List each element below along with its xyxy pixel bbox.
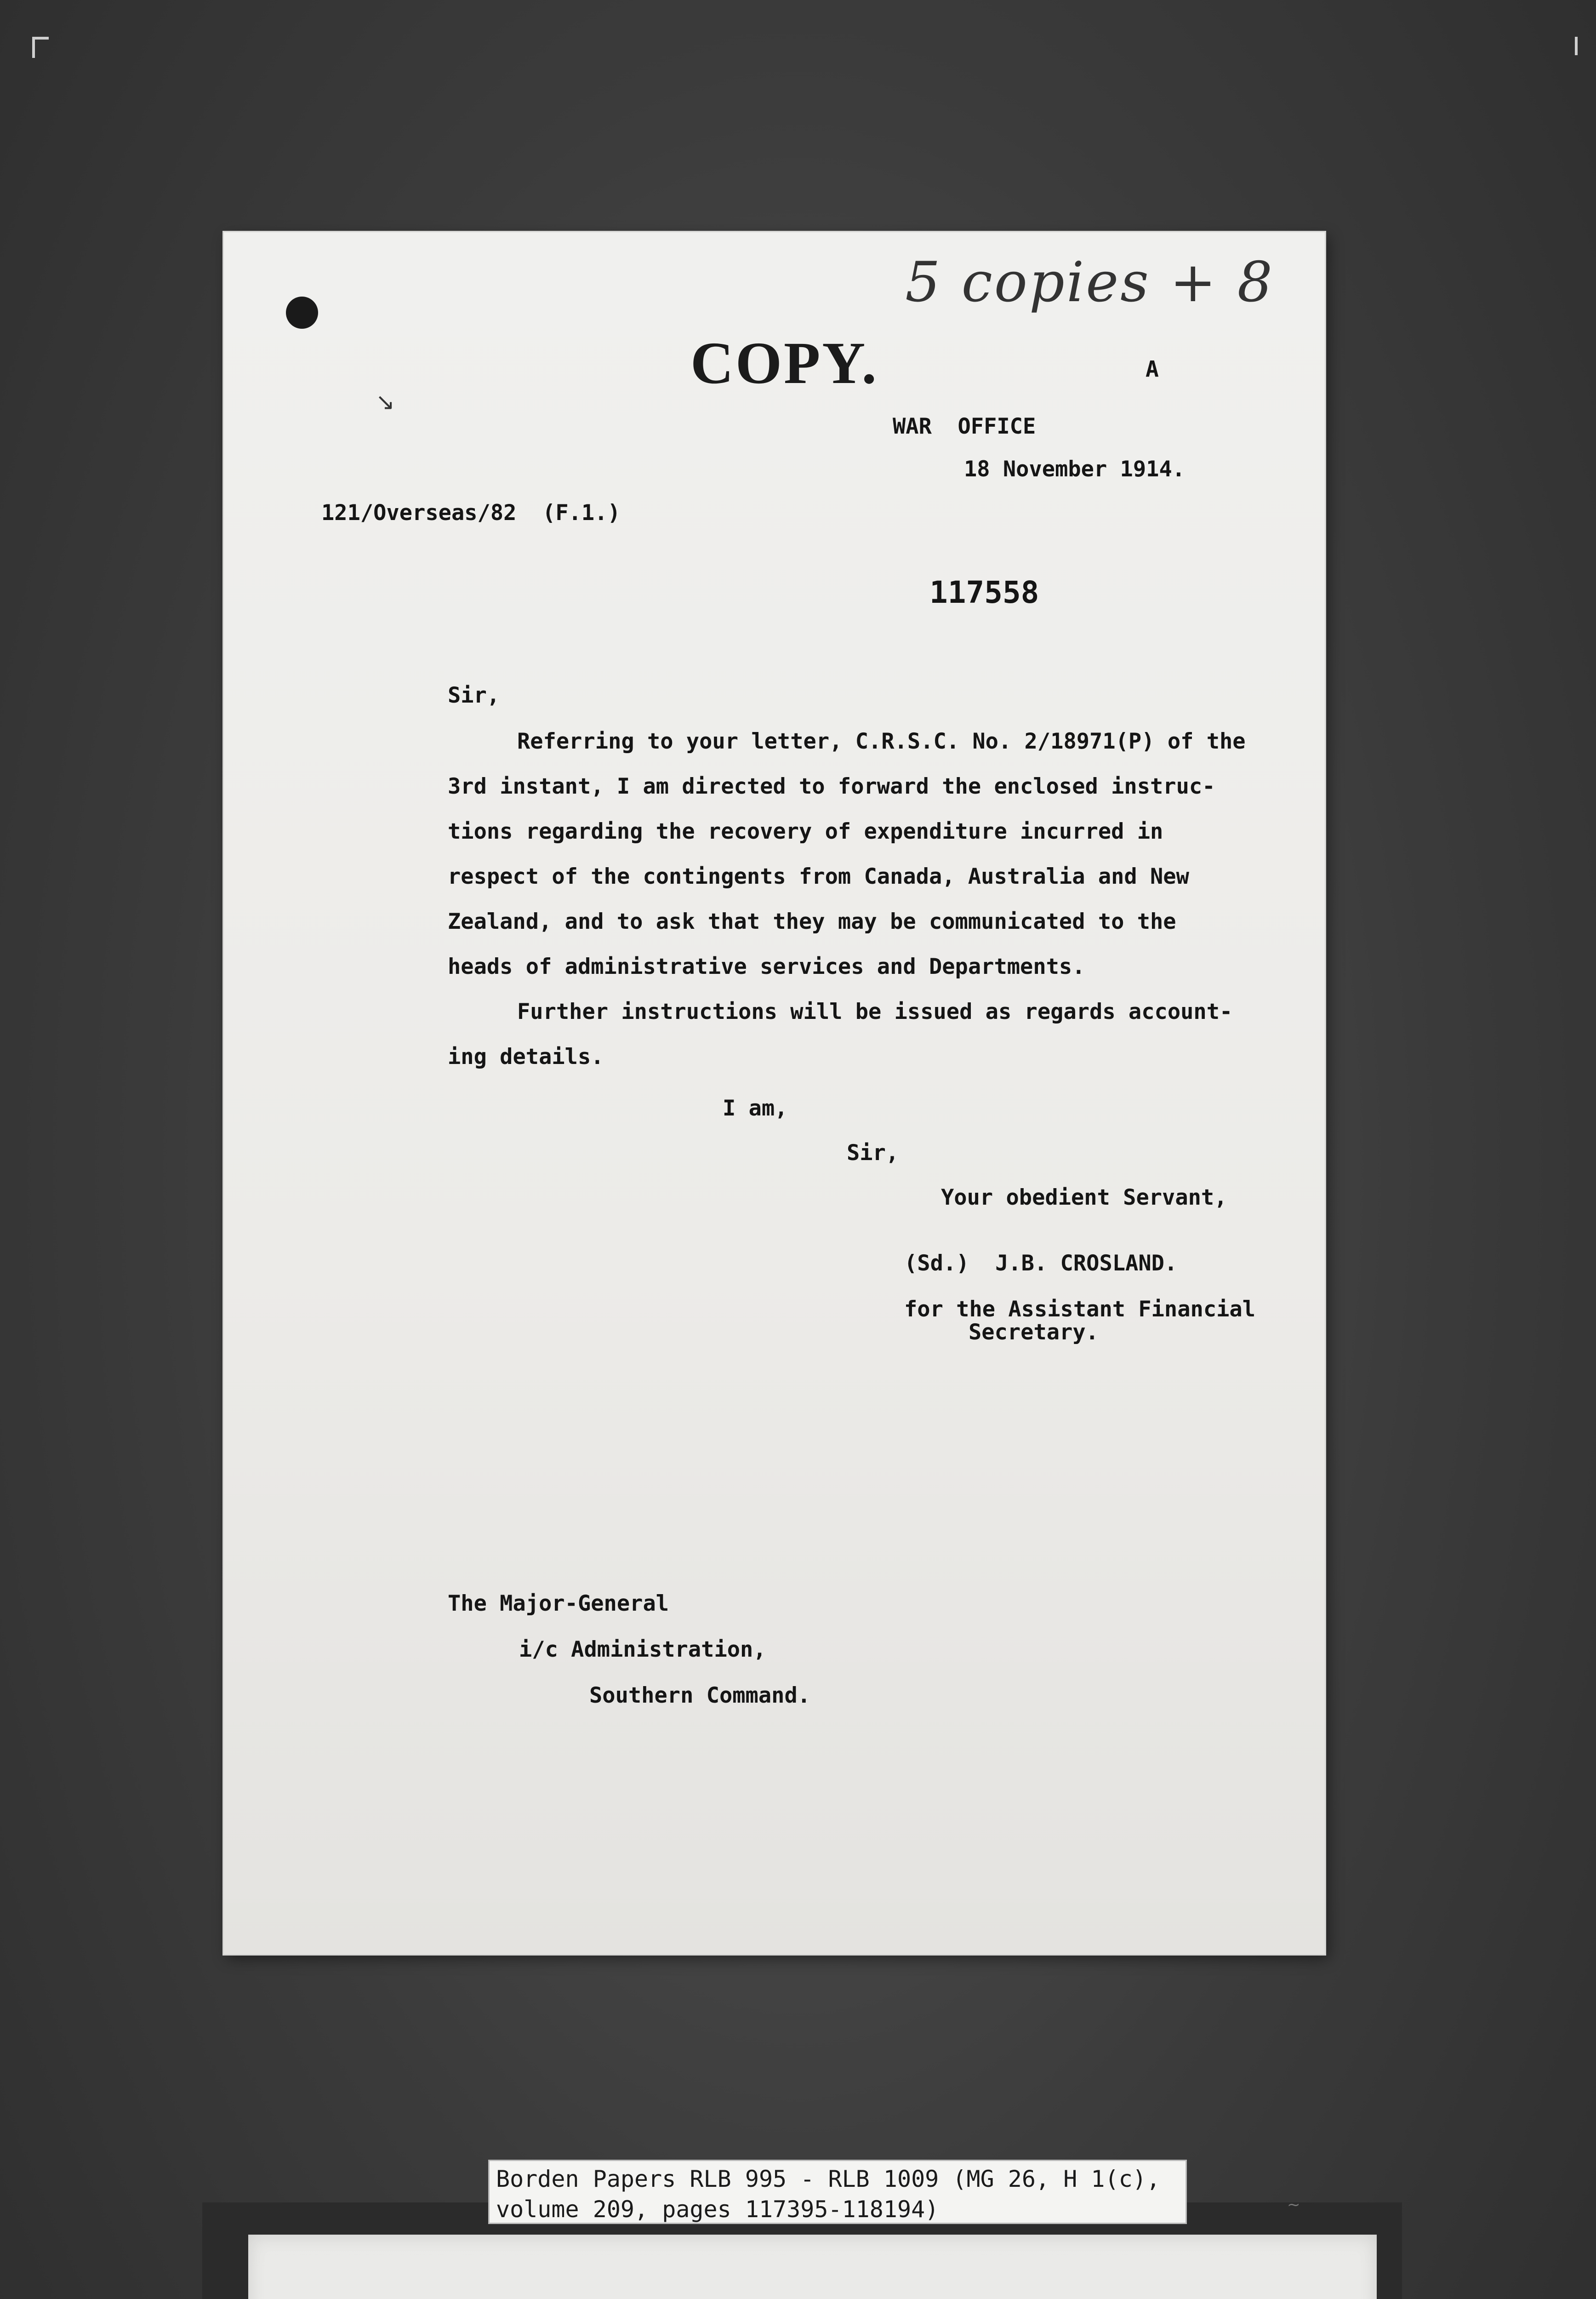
copy-stamp: COPY.: [690, 330, 878, 396]
signature-title: for the Assistant Financial: [904, 1297, 1256, 1322]
corner-mark: A: [1146, 356, 1159, 382]
salutation: Sir,: [448, 683, 500, 708]
body-line: ing details.: [448, 1044, 604, 1069]
body-line: Further instructions will be issued as regards account-: [517, 999, 1233, 1024]
body-line: heads of administrative services and Departments.: [448, 954, 1085, 979]
closing-i-am: I am,: [723, 1096, 788, 1121]
handwritten-note: 5 copies + 8: [905, 251, 1274, 315]
body-line: Zealand, and to ask that they may be communicated to the: [448, 909, 1176, 934]
reference-label: [488, 2160, 1187, 2224]
letter-page: [224, 232, 1325, 1954]
letter-date: 18 November 1914.: [964, 457, 1186, 482]
reference-label-line: Borden Papers RLB 995 - RLB 1009 (MG 26, H 1(c),: [496, 2166, 1160, 2192]
signature-title: Secretary.: [969, 1320, 1099, 1345]
closing-servant: Your obedient Servant,: [941, 1185, 1227, 1210]
body-line: respect of the contingents from Canada, Australia and New: [448, 864, 1189, 889]
signature-line: (Sd.) J.B. CROSLAND.: [904, 1251, 1178, 1276]
body-line: 3rd instant, I am directed to forward the enclosed instruc-: [448, 774, 1215, 799]
body-line: tions regarding the recovery of expenditure incurred in: [448, 819, 1163, 844]
document-number: 117558: [929, 575, 1039, 610]
reference-number: 121/Overseas/82 (F.1.): [321, 500, 621, 526]
closing-sir: Sir,: [847, 1140, 899, 1166]
addressee-line: Southern Command.: [589, 1683, 811, 1708]
film-frame-mark-right: [1570, 37, 1578, 55]
archive-card: [248, 2235, 1377, 2299]
film-frame-mark-left: [32, 37, 49, 58]
addressee-line: The Major-General: [448, 1591, 669, 1616]
body-line: Referring to your letter, C.R.S.C. No. 2/18971(P) of the: [517, 729, 1246, 754]
office-heading: WAR OFFICE: [893, 414, 1036, 439]
pencil-mark: ~: [1287, 2196, 1300, 2214]
reference-label-line: volume 209, pages 117395-118194): [496, 2196, 939, 2223]
punch-hole: [286, 297, 318, 329]
pencil-tick-mark: ↘: [376, 389, 395, 415]
addressee-line: i/c Administration,: [519, 1637, 766, 1662]
